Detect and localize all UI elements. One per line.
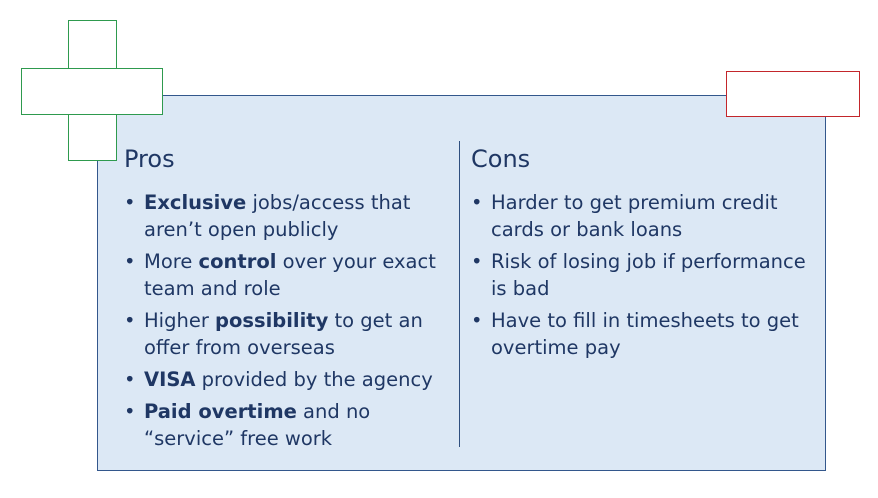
cons-item: • Harder to get premium credit cards or bank loans (471, 189, 811, 243)
cons-item: • Risk of losing job if performance is bad (471, 248, 811, 302)
plus-icon (69, 69, 116, 114)
cons-item: • Have to fill in timesheets to get overtime pay (471, 307, 811, 361)
pros-heading: Pros (124, 145, 175, 173)
cons-heading: Cons (471, 145, 531, 173)
cons-column (471, 143, 811, 366)
pros-item: • VISA provided by the agency (124, 366, 449, 393)
minus-icon (726, 71, 860, 117)
pros-item: • Higher possibility to get an offer from overseas (124, 307, 449, 361)
pros-item: • Exclusive jobs/access that aren’t open publicly (124, 189, 449, 243)
pros-list (124, 189, 449, 452)
cons-list (471, 189, 811, 361)
column-divider (459, 141, 460, 447)
pros-column (124, 143, 449, 457)
pros-item: • Paid overtime and no “service” free work (124, 398, 449, 452)
pros-item: • More control over your exact team and role (124, 248, 449, 302)
